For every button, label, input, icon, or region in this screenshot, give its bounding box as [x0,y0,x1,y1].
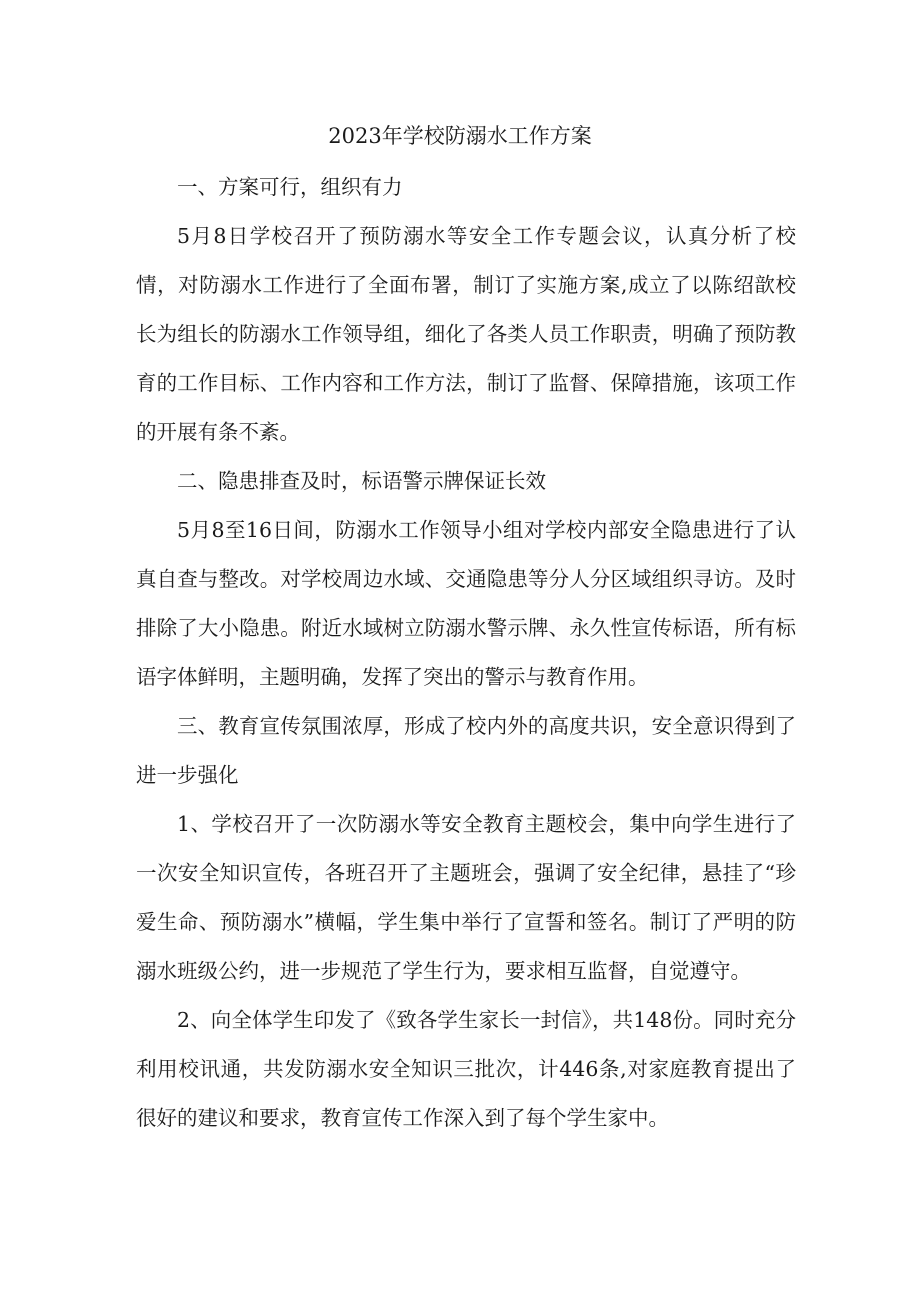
section-heading-2: 二、隐患排查及时，标语警示牌保证长效 [177,469,546,493]
section-heading-3: 三、教育宣传氛围浓厚，形成了校内外的高度共识，安全意识得到了进一步强化 [136,714,796,787]
document-title: 2023年学校防溺水工作方案 [328,124,592,148]
body-paragraph-3: 1、学校召开了一次防溺水等安全教育主题校会，集中向学生进行了一次安全知识宣传，各班召开了主题班会，强调了安全纪律，悬挂了“珍爱生命、预防溺水”横幅，学生集中举行了宣誓和签名。制订了严明的防溺水班级公约，进一步规范了学生行为，要求相互监督，自觉遵守。 [136,812,796,983]
body-paragraph-1: 5月8日学校召开了预防溺水等安全工作专题会议，认真分析了校情，对防溺水工作进行了全面布署，制订了实施方案,成立了以陈绍歆校长为组长的防溺水工作领导组，细化了各类人员工作职责，明确了预防教育的工作目标、工作内容和工作方法，制订了监督、保障措施，该项工作的开展有条不紊。 [136,224,796,444]
body-paragraph-4: 2、向全体学生印发了《致各学生家长一封信》，共148份。同时充分利用校讯通，共发防溺水安全知识三批次，计446条,对家庭教育提出了很好的建议和要求，教育宣传工作深入到了每个学生家中。 [136,1008,796,1130]
document-body [136,163,796,1143]
section-heading-1: 一、方案可行，组织有力 [177,175,403,199]
body-paragraph-2: 5月8至16日间，防溺水工作领导小组对学校内部安全隐患进行了认真自查与整改。对学校周边水域、交通隐患等分人分区域组织寻访。及时排除了大小隐患。附近水域树立防溺水警示牌、永久性宣传标语，所有标语字体鲜明，主题明确，发挥了突出的警示与教育作用。 [136,518,796,689]
